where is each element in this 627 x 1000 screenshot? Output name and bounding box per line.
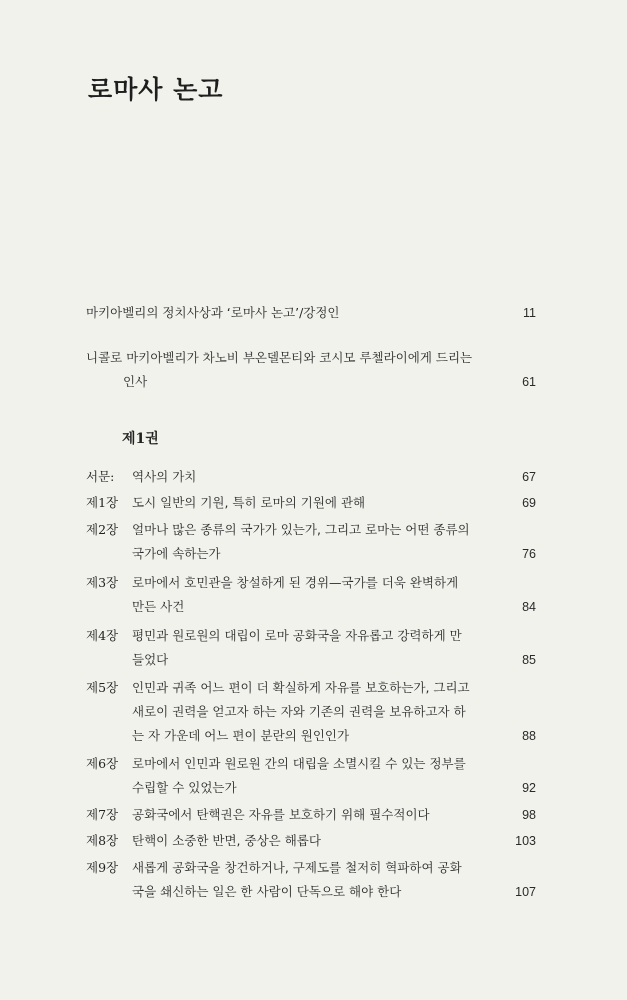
toc-line <box>86 542 536 566</box>
toc-line <box>86 856 536 880</box>
page-number: 69 <box>522 496 536 510</box>
chapter-title: 만든 사건 <box>132 599 185 614</box>
toc-entry-chapter-5 <box>86 676 536 748</box>
toc-entry-intro-2 <box>86 346 536 394</box>
toc-line <box>86 676 536 700</box>
toc-line <box>86 776 536 800</box>
toc-line <box>86 700 536 724</box>
chapter-title: 국가에 속하는가 <box>132 546 221 561</box>
chapter-title: 로마에서 인민과 원로원 간의 대립을 소멸시킬 수 있는 정부를 <box>132 756 466 771</box>
toc-line <box>86 829 536 853</box>
toc-entry-chapter-4 <box>86 624 536 672</box>
toc-entry-preface <box>86 465 536 489</box>
toc-entry-chapter-8 <box>86 829 536 853</box>
toc-line <box>86 465 536 489</box>
toc-entry-text: 인사 <box>123 374 148 389</box>
page-number: 76 <box>522 547 536 561</box>
toc-entry-chapter-1 <box>86 491 536 515</box>
volume-heading: 제1권 <box>122 431 159 447</box>
chapter-label: 제3장 <box>86 575 119 590</box>
chapter-title: 역사의 가치 <box>132 469 197 484</box>
toc-line <box>86 624 536 648</box>
page-number: 11 <box>523 306 536 320</box>
toc-entry-text: 니콜로 마키아벨리가 차노비 부온델몬티와 코시모 루첼라이에게 드리는 <box>86 350 473 365</box>
toc-entry-chapter-7 <box>86 803 536 827</box>
chapter-label: 제5장 <box>86 680 119 695</box>
chapter-label: 제1장 <box>86 495 119 510</box>
chapter-title: 들었다 <box>132 652 169 667</box>
page-number: 84 <box>522 600 536 614</box>
chapter-title: 도시 일반의 기원, 특히 로마의 기원에 관해 <box>132 495 366 510</box>
chapter-label: 제2장 <box>86 522 119 537</box>
toc-line <box>86 370 536 394</box>
toc-entry-intro-1 <box>86 301 536 325</box>
toc-line <box>86 518 536 542</box>
chapter-label: 서문: <box>86 469 115 484</box>
chapter-title: 수립할 수 있었는가 <box>132 780 237 795</box>
chapter-title: 평민과 원로원의 대립이 로마 공화국을 자유롭고 강력하게 만 <box>132 628 462 643</box>
toc-entry-chapter-2 <box>86 518 536 566</box>
chapter-title: 로마에서 호민관을 창설하게 된 경위—국가를 더욱 완벽하게 <box>132 575 459 590</box>
chapter-title: 탄핵이 소중한 반면, 중상은 해롭다 <box>132 833 321 848</box>
chapter-label: 제8장 <box>86 833 119 848</box>
toc-line <box>86 648 536 672</box>
toc-line <box>86 301 536 325</box>
chapter-title: 얼마나 많은 종류의 국가가 있는가, 그리고 로마는 어떤 종류의 <box>132 522 470 537</box>
book-title: 로마사 논고 <box>88 75 224 104</box>
chapter-title: 인민과 귀족 어느 편이 더 확실하게 자유를 보호하는가, 그리고 <box>132 680 470 695</box>
chapter-title: 새롭게 공화국을 창건하거나, 구제도를 철저히 혁파하여 공화 <box>132 860 462 875</box>
toc-line <box>86 346 536 370</box>
chapter-title: 공화국에서 탄핵권은 자유를 보호하기 위해 필수적이다 <box>132 807 430 822</box>
page-number: 61 <box>522 375 536 389</box>
chapter-label: 제6장 <box>86 756 119 771</box>
toc-entry-chapter-6 <box>86 752 536 800</box>
toc-entry-chapter-3 <box>86 571 536 619</box>
chapter-label: 제4장 <box>86 628 119 643</box>
chapter-title: 새로이 권력을 얻고자 하는 자와 기존의 권력을 보유하고자 하 <box>132 704 466 719</box>
toc-line <box>86 880 536 904</box>
toc-entry-chapter-9 <box>86 856 536 904</box>
page-number: 103 <box>515 834 536 848</box>
toc-line <box>86 491 536 515</box>
toc-line <box>86 571 536 595</box>
page-number: 67 <box>522 470 536 484</box>
page-number: 92 <box>522 781 536 795</box>
chapter-label: 제7장 <box>86 807 119 822</box>
toc-entry-text: 마키아벨리의 정치사상과 ‘로마사 논고’/강정인 <box>86 305 340 320</box>
chapter-title: 국을 쇄신하는 일은 한 사람이 단독으로 해야 한다 <box>132 884 402 899</box>
page-number: 85 <box>522 653 536 667</box>
page-number: 98 <box>522 808 536 822</box>
toc-line <box>86 595 536 619</box>
page-number: 88 <box>522 729 536 743</box>
chapter-label: 제9장 <box>86 860 119 875</box>
toc-line <box>86 752 536 776</box>
toc-line <box>86 803 536 827</box>
toc-line <box>86 724 536 748</box>
page-number: 107 <box>515 885 536 899</box>
chapter-title: 는 자 가운데 어느 편이 분란의 원인인가 <box>132 728 350 743</box>
